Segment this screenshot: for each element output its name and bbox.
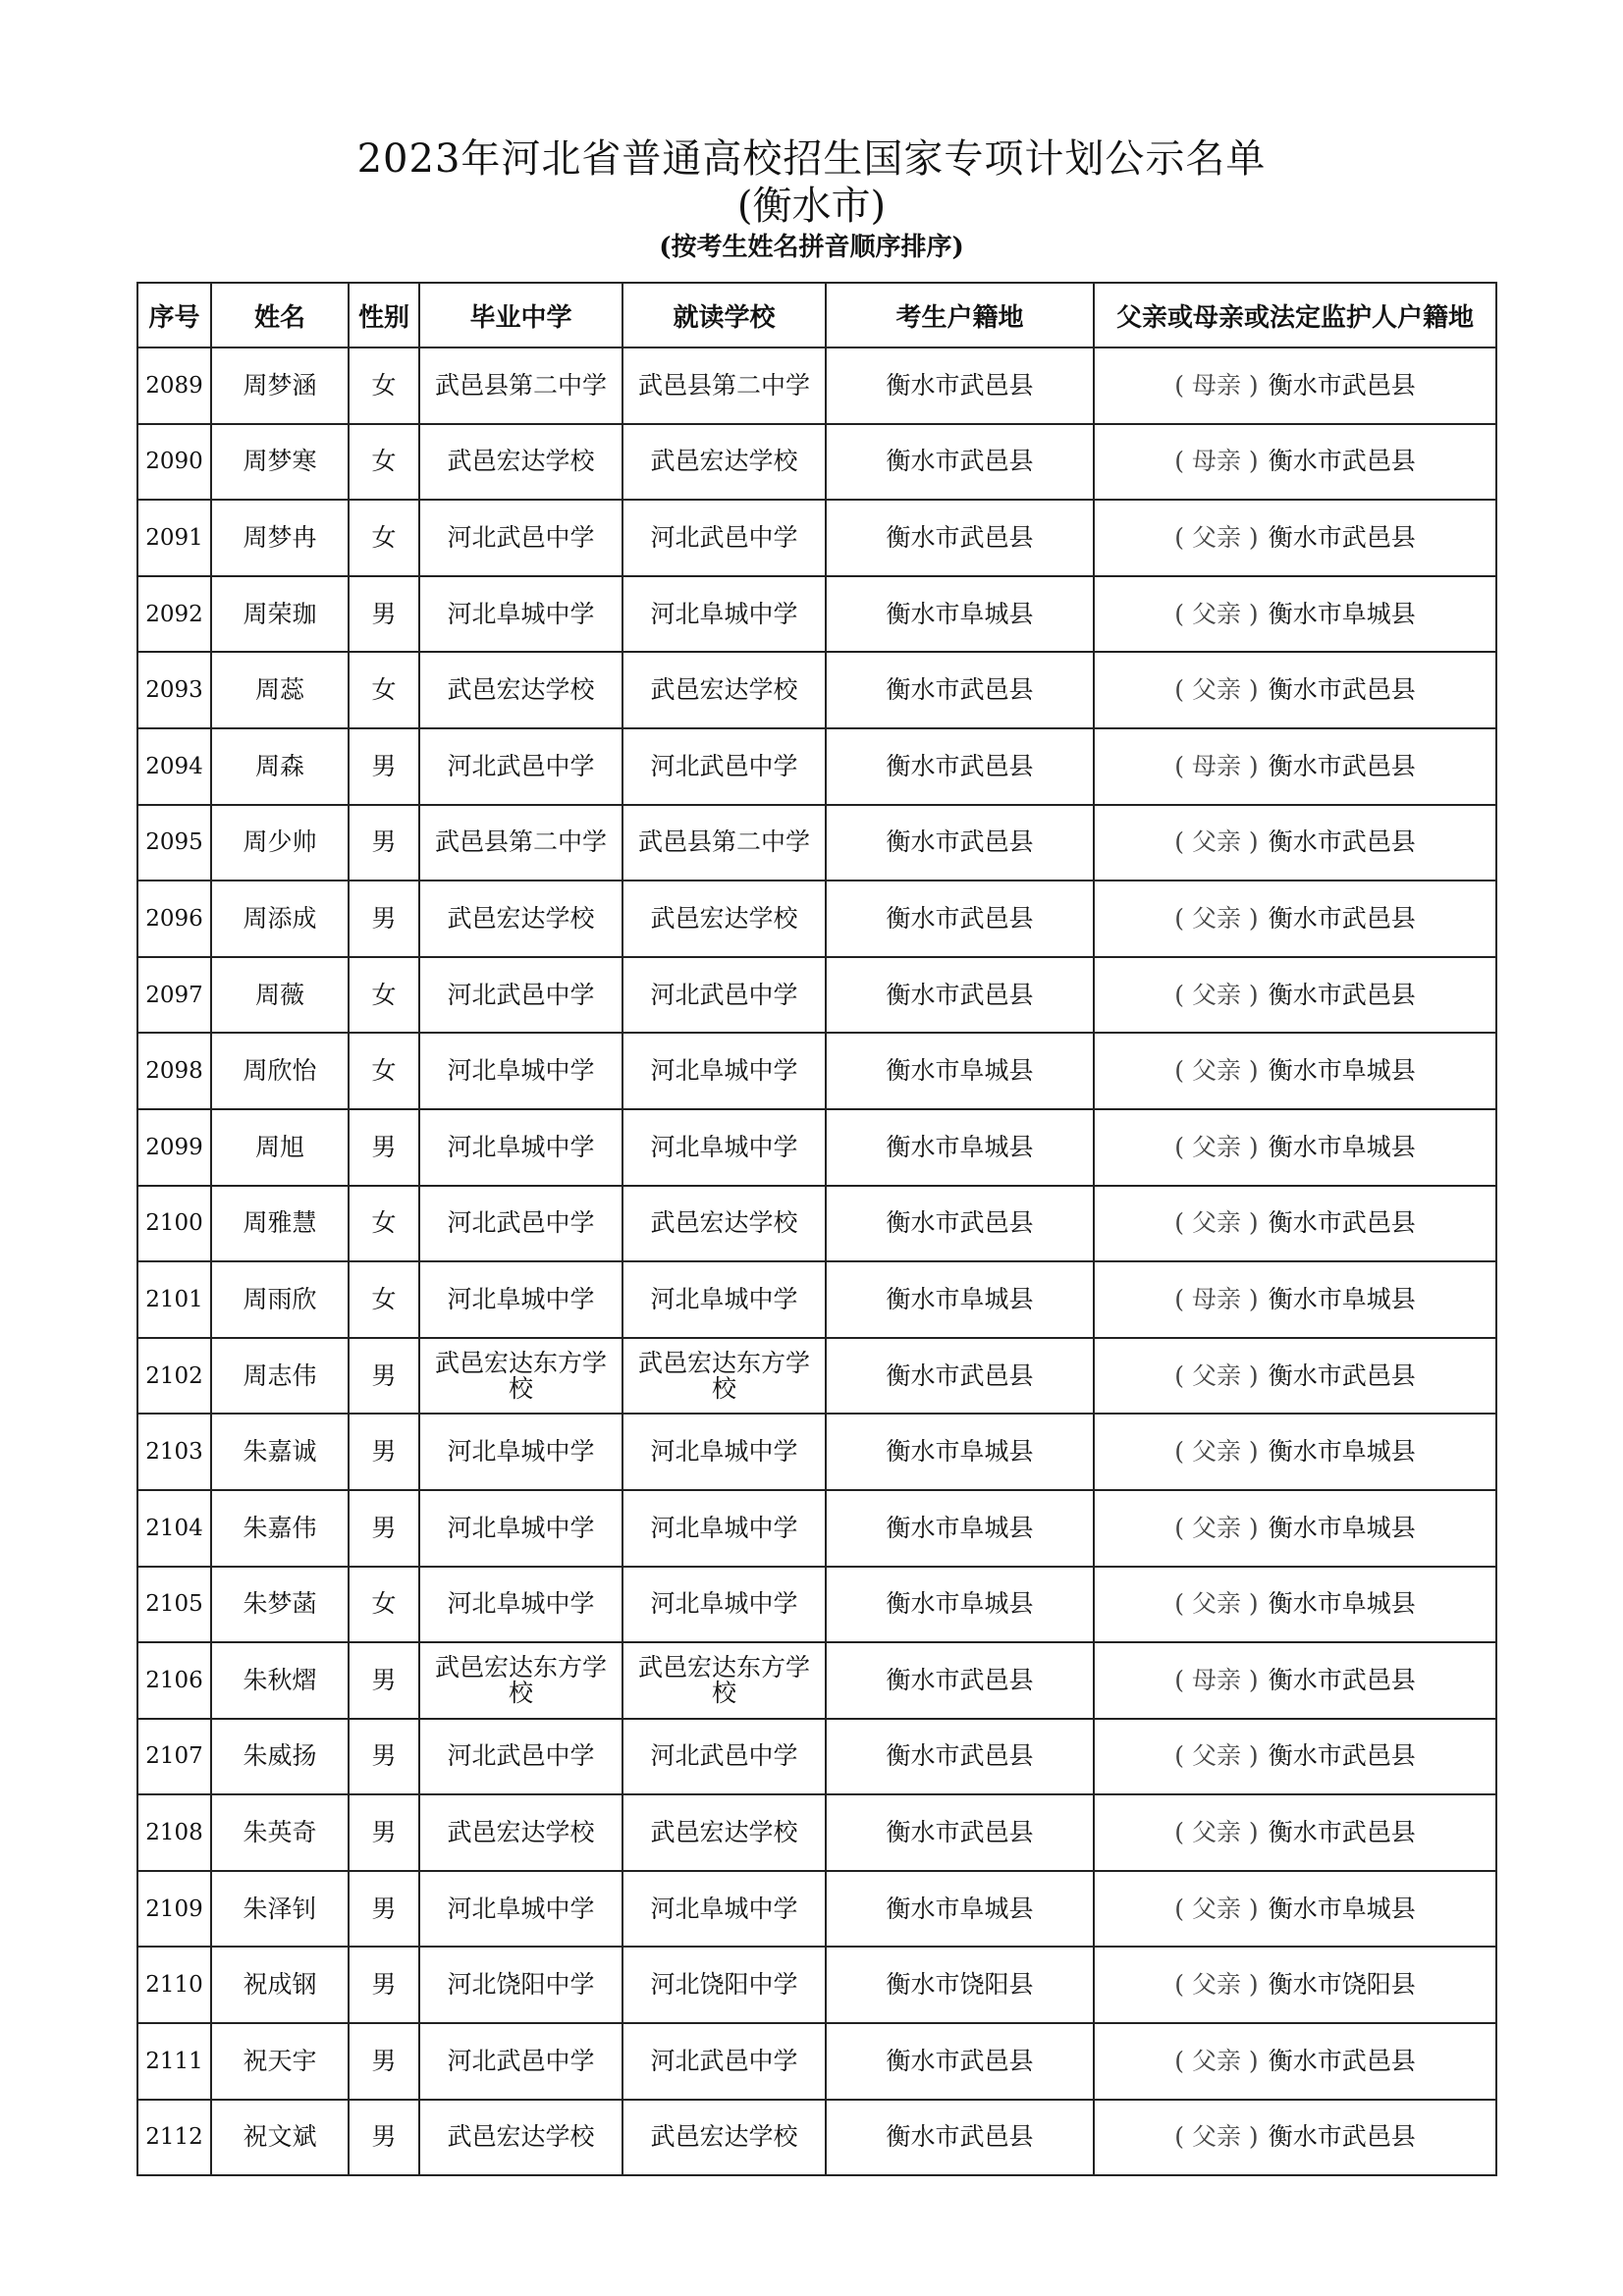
cell-grad-school: 河北武邑中学 (419, 2023, 622, 2100)
cell-name: 周薇 (211, 957, 349, 1034)
cell-gender: 男 (349, 1719, 419, 1795)
cell-grad-school: 河北武邑中学 (419, 500, 622, 576)
cell-grad-school: 河北阜城中学 (419, 1033, 622, 1109)
roster-body (137, 347, 1496, 2175)
cell-hukou: 衡水市阜城县 (826, 1109, 1094, 1186)
cell-grad-school: 武邑宏达东方学校 (419, 1338, 622, 1415)
cell-no: 2097 (137, 957, 211, 1034)
guardian-relation: ( 父亲 ) (1174, 2122, 1259, 2152)
guardian-relation: ( 父亲 ) (1174, 903, 1259, 933)
guardian-place: 衡水市武邑县 (1268, 2122, 1416, 2152)
header-name: 姓名 (211, 283, 349, 347)
guardian-place: 衡水市武邑县 (1268, 370, 1416, 400)
guardian-relation: ( 父亲 ) (1174, 1589, 1259, 1619)
guardian-place: 衡水市武邑县 (1268, 751, 1416, 780)
cell-current-school: 武邑宏达东方学校 (622, 1642, 826, 1719)
cell-hukou: 衡水市武邑县 (826, 728, 1094, 805)
guardian-place: 衡水市阜城县 (1268, 1589, 1416, 1619)
cell-current-school: 河北武邑中学 (622, 1719, 826, 1795)
cell-guardian-hukou (1094, 1794, 1496, 1871)
guardian-place: 衡水市武邑县 (1268, 1818, 1416, 1847)
guardian-relation: ( 父亲 ) (1174, 1361, 1259, 1390)
cell-grad-school: 武邑宏达学校 (419, 424, 622, 501)
cell-current-school: 武邑宏达学校 (622, 424, 826, 501)
cell-no: 2107 (137, 1719, 211, 1795)
cell-no: 2095 (137, 805, 211, 881)
document-title: 2023年河北省普通高校招生国家专项计划公示名单 (356, 136, 1267, 182)
roster-table (136, 282, 1497, 2176)
cell-grad-school: 武邑宏达学校 (419, 881, 622, 957)
cell-grad-school: 武邑宏达学校 (419, 2100, 622, 2176)
cell-grad-school: 河北武邑中学 (419, 1719, 622, 1795)
cell-name: 周添成 (211, 881, 349, 957)
cell-gender: 男 (349, 1414, 419, 1490)
cell-name: 周梦冉 (211, 500, 349, 576)
cell-guardian-hukou (1094, 805, 1496, 881)
cell-guardian-hukou (1094, 576, 1496, 653)
cell-no: 2110 (137, 1947, 211, 2023)
cell-gender: 女 (349, 1567, 419, 1643)
cell-gender: 男 (349, 1794, 419, 1871)
cell-grad-school: 武邑县第二中学 (419, 347, 622, 424)
cell-no: 2094 (137, 728, 211, 805)
cell-name: 周志伟 (211, 1338, 349, 1415)
cell-gender: 男 (349, 1490, 419, 1567)
cell-guardian-hukou (1094, 1567, 1496, 1643)
guardian-relation: ( 母亲 ) (1174, 447, 1259, 476)
cell-no: 2106 (137, 1642, 211, 1719)
guardian-relation: ( 父亲 ) (1174, 675, 1259, 705)
header-grad-school: 毕业中学 (419, 283, 622, 347)
cell-gender: 男 (349, 728, 419, 805)
table-row (137, 2023, 1496, 2100)
cell-hukou: 衡水市阜城县 (826, 576, 1094, 653)
table-row (137, 957, 1496, 1034)
cell-guardian-hukou (1094, 500, 1496, 576)
guardian-relation: ( 父亲 ) (1174, 980, 1259, 1009)
table-row (137, 1414, 1496, 1490)
cell-name: 祝天宇 (211, 2023, 349, 2100)
cell-name: 朱嘉伟 (211, 1490, 349, 1567)
cell-name: 周荣珈 (211, 576, 349, 653)
guardian-relation: ( 父亲 ) (1174, 1970, 1259, 2000)
cell-current-school: 河北阜城中学 (622, 1490, 826, 1567)
cell-gender: 女 (349, 1033, 419, 1109)
cell-hukou: 衡水市武邑县 (826, 1794, 1094, 1871)
cell-current-school: 河北阜城中学 (622, 1033, 826, 1109)
cell-gender: 男 (349, 576, 419, 653)
cell-gender: 女 (349, 957, 419, 1034)
cell-hukou: 衡水市阜城县 (826, 1490, 1094, 1567)
cell-current-school: 武邑宏达学校 (622, 2100, 826, 2176)
guardian-place: 衡水市阜城县 (1268, 1437, 1416, 1467)
table-row (137, 1567, 1496, 1643)
guardian-relation: ( 父亲 ) (1174, 1513, 1259, 1542)
cell-gender: 男 (349, 2100, 419, 2176)
cell-grad-school: 河北阜城中学 (419, 1109, 622, 1186)
guardian-place: 衡水市武邑县 (1268, 1208, 1416, 1238)
cell-current-school: 河北饶阳中学 (622, 1947, 826, 2023)
guardian-place: 衡水市武邑县 (1268, 447, 1416, 476)
cell-guardian-hukou (1094, 424, 1496, 501)
cell-guardian-hukou (1094, 2023, 1496, 2100)
cell-hukou: 衡水市武邑县 (826, 652, 1094, 728)
table-row (137, 1490, 1496, 1567)
cell-hukou: 衡水市武邑县 (826, 957, 1094, 1034)
cell-hukou: 衡水市武邑县 (826, 1186, 1094, 1262)
cell-gender: 女 (349, 652, 419, 728)
cell-guardian-hukou (1094, 881, 1496, 957)
header-gender: 性别 (349, 283, 419, 347)
cell-gender: 男 (349, 1338, 419, 1415)
guardian-relation: ( 父亲 ) (1174, 1056, 1259, 1086)
guardian-relation: ( 父亲 ) (1174, 1132, 1259, 1161)
table-row (137, 500, 1496, 576)
cell-hukou: 衡水市武邑县 (826, 2100, 1094, 2176)
guardian-place: 衡水市阜城县 (1268, 1513, 1416, 1542)
cell-guardian-hukou (1094, 652, 1496, 728)
cell-current-school: 武邑县第二中学 (622, 805, 826, 881)
cell-grad-school: 河北武邑中学 (419, 728, 622, 805)
cell-no: 2104 (137, 1490, 211, 1567)
guardian-place: 衡水市饶阳县 (1268, 1970, 1416, 2000)
cell-hukou: 衡水市武邑县 (826, 1338, 1094, 1415)
cell-current-school: 河北武邑中学 (622, 2023, 826, 2100)
cell-name: 周欣怡 (211, 1033, 349, 1109)
cell-grad-school: 河北阜城中学 (419, 1567, 622, 1643)
cell-current-school: 武邑宏达学校 (622, 1186, 826, 1262)
cell-name: 周少帅 (211, 805, 349, 881)
cell-guardian-hukou (1094, 347, 1496, 424)
guardian-place: 衡水市武邑县 (1268, 980, 1416, 1009)
guardian-relation: ( 母亲 ) (1174, 1665, 1259, 1694)
cell-no: 2102 (137, 1338, 211, 1415)
header-row (137, 283, 1496, 347)
guardian-place: 衡水市阜城县 (1268, 1132, 1416, 1161)
table-row (137, 1871, 1496, 1948)
cell-gender: 男 (349, 1642, 419, 1719)
cell-guardian-hukou (1094, 1109, 1496, 1186)
cell-no: 2096 (137, 881, 211, 957)
guardian-relation: ( 父亲 ) (1174, 828, 1259, 857)
guardian-relation: ( 父亲 ) (1174, 1894, 1259, 1923)
cell-no: 2091 (137, 500, 211, 576)
cell-current-school: 河北武邑中学 (622, 728, 826, 805)
table-row (137, 1794, 1496, 1871)
cell-name: 祝成钢 (211, 1947, 349, 2023)
cell-no: 2103 (137, 1414, 211, 1490)
guardian-place: 衡水市武邑县 (1268, 1741, 1416, 1771)
cell-guardian-hukou (1094, 728, 1496, 805)
cell-current-school: 河北阜城中学 (622, 576, 826, 653)
table-row (137, 1947, 1496, 2023)
guardian-place: 衡水市武邑县 (1268, 828, 1416, 857)
cell-grad-school: 河北阜城中学 (419, 1871, 622, 1948)
table-row (137, 576, 1496, 653)
cell-grad-school: 武邑县第二中学 (419, 805, 622, 881)
cell-hukou: 衡水市武邑县 (826, 500, 1094, 576)
table-row (137, 347, 1496, 424)
cell-no: 2099 (137, 1109, 211, 1186)
cell-grad-school: 武邑宏达学校 (419, 1794, 622, 1871)
table-row (137, 1109, 1496, 1186)
cell-gender: 男 (349, 805, 419, 881)
guardian-place: 衡水市阜城县 (1268, 1284, 1416, 1313)
cell-grad-school: 河北阜城中学 (419, 1414, 622, 1490)
cell-grad-school: 河北阜城中学 (419, 576, 622, 653)
table-row (137, 2100, 1496, 2176)
guardian-place: 衡水市武邑县 (1268, 2046, 1416, 2075)
cell-current-school: 武邑县第二中学 (622, 347, 826, 424)
cell-hukou: 衡水市阜城县 (826, 1414, 1094, 1490)
cell-no: 2108 (137, 1794, 211, 1871)
cell-grad-school: 武邑宏达东方学校 (419, 1642, 622, 1719)
cell-current-school: 武邑宏达东方学校 (622, 1338, 826, 1415)
cell-no: 2112 (137, 2100, 211, 2176)
cell-guardian-hukou (1094, 1490, 1496, 1567)
cell-no: 2111 (137, 2023, 211, 2100)
cell-grad-school: 河北武邑中学 (419, 957, 622, 1034)
header-current-school: 就读学校 (622, 283, 826, 347)
cell-grad-school: 武邑宏达学校 (419, 652, 622, 728)
guardian-place: 衡水市阜城县 (1268, 1056, 1416, 1086)
table-row (137, 805, 1496, 881)
guardian-relation: ( 母亲 ) (1174, 1284, 1259, 1313)
table-row (137, 1642, 1496, 1719)
guardian-relation: ( 父亲 ) (1174, 522, 1259, 552)
cell-name: 周雅慧 (211, 1186, 349, 1262)
cell-hukou: 衡水市阜城县 (826, 1567, 1094, 1643)
cell-name: 周雨欣 (211, 1261, 349, 1338)
cell-current-school: 河北武邑中学 (622, 957, 826, 1034)
cell-current-school: 河北阜城中学 (622, 1261, 826, 1338)
cell-gender: 男 (349, 1947, 419, 2023)
table-row (137, 881, 1496, 957)
cell-name: 朱泽钊 (211, 1871, 349, 1948)
cell-guardian-hukou (1094, 1338, 1496, 1415)
table-row (137, 1261, 1496, 1338)
guardian-relation: ( 父亲 ) (1174, 1741, 1259, 1771)
cell-hukou: 衡水市饶阳县 (826, 1947, 1094, 2023)
cell-guardian-hukou (1094, 1033, 1496, 1109)
guardian-place: 衡水市武邑县 (1268, 903, 1416, 933)
cell-hukou: 衡水市武邑县 (826, 805, 1094, 881)
cell-guardian-hukou (1094, 957, 1496, 1034)
cell-hukou: 衡水市阜城县 (826, 1033, 1094, 1109)
cell-gender: 男 (349, 2023, 419, 2100)
guardian-place: 衡水市武邑县 (1268, 1665, 1416, 1694)
guardian-place: 衡水市阜城县 (1268, 1894, 1416, 1923)
cell-no: 2105 (137, 1567, 211, 1643)
cell-no: 2101 (137, 1261, 211, 1338)
cell-current-school: 河北阜城中学 (622, 1567, 826, 1643)
cell-guardian-hukou (1094, 1261, 1496, 1338)
cell-hukou: 衡水市武邑县 (826, 347, 1094, 424)
table-row (137, 652, 1496, 728)
guardian-relation: ( 父亲 ) (1174, 1208, 1259, 1238)
cell-current-school: 河北阜城中学 (622, 1109, 826, 1186)
table-row (137, 1186, 1496, 1262)
header-guardian-hukou: 父亲或母亲或法定监护人户籍地 (1094, 283, 1496, 347)
cell-grad-school: 河北武邑中学 (419, 1186, 622, 1262)
cell-gender: 女 (349, 424, 419, 501)
cell-current-school: 河北阜城中学 (622, 1871, 826, 1948)
cell-name: 朱秋熠 (211, 1642, 349, 1719)
cell-no: 2098 (137, 1033, 211, 1109)
cell-gender: 男 (349, 881, 419, 957)
guardian-relation: ( 父亲 ) (1174, 1818, 1259, 1847)
cell-grad-school: 河北饶阳中学 (419, 1947, 622, 2023)
cell-guardian-hukou (1094, 1186, 1496, 1262)
cell-no: 2090 (137, 424, 211, 501)
cell-current-school: 河北武邑中学 (622, 500, 826, 576)
cell-no: 2109 (137, 1871, 211, 1948)
sort-note: (按考生姓名拼音顺序排序) (659, 233, 964, 262)
guardian-place: 衡水市武邑县 (1268, 675, 1416, 705)
cell-gender: 男 (349, 1871, 419, 1948)
guardian-relation: ( 母亲 ) (1174, 370, 1259, 400)
cell-no: 2089 (137, 347, 211, 424)
cell-hukou: 衡水市武邑县 (826, 424, 1094, 501)
cell-gender: 男 (349, 1109, 419, 1186)
cell-guardian-hukou (1094, 1871, 1496, 1948)
cell-grad-school: 河北阜城中学 (419, 1490, 622, 1567)
cell-guardian-hukou (1094, 1719, 1496, 1795)
cell-name: 朱嘉诚 (211, 1414, 349, 1490)
cell-name: 周梦涵 (211, 347, 349, 424)
cell-hukou: 衡水市武邑县 (826, 1719, 1094, 1795)
header-no: 序号 (137, 283, 211, 347)
header-hukou: 考生户籍地 (826, 283, 1094, 347)
cell-name: 周森 (211, 728, 349, 805)
guardian-relation: ( 父亲 ) (1174, 1437, 1259, 1467)
cell-hukou: 衡水市武邑县 (826, 2023, 1094, 2100)
cell-name: 祝文斌 (211, 2100, 349, 2176)
cell-guardian-hukou (1094, 1947, 1496, 2023)
cell-hukou: 衡水市武邑县 (826, 881, 1094, 957)
cell-hukou: 衡水市阜城县 (826, 1871, 1094, 1948)
cell-no: 2093 (137, 652, 211, 728)
cell-current-school: 武邑宏达学校 (622, 881, 826, 957)
guardian-place: 衡水市阜城县 (1268, 599, 1416, 628)
cell-guardian-hukou (1094, 1642, 1496, 1719)
cell-gender: 女 (349, 500, 419, 576)
guardian-relation: ( 父亲 ) (1174, 599, 1259, 628)
cell-name: 朱英奇 (211, 1794, 349, 1871)
table-row (137, 1719, 1496, 1795)
cell-grad-school: 河北阜城中学 (419, 1261, 622, 1338)
cell-gender: 女 (349, 1186, 419, 1262)
document-subtitle: (衡水市) (736, 184, 887, 229)
guardian-relation: ( 父亲 ) (1174, 2046, 1259, 2075)
guardian-place: 衡水市武邑县 (1268, 1361, 1416, 1390)
cell-current-school: 武邑宏达学校 (622, 1794, 826, 1871)
cell-hukou: 衡水市阜城县 (826, 1261, 1094, 1338)
cell-name: 朱威扬 (211, 1719, 349, 1795)
cell-no: 2092 (137, 576, 211, 653)
cell-name: 朱梦菡 (211, 1567, 349, 1643)
cell-current-school: 河北阜城中学 (622, 1414, 826, 1490)
cell-current-school: 武邑宏达学校 (622, 652, 826, 728)
cell-name: 周蕊 (211, 652, 349, 728)
cell-name: 周梦寒 (211, 424, 349, 501)
cell-gender: 女 (349, 1261, 419, 1338)
cell-guardian-hukou (1094, 2100, 1496, 2176)
cell-name: 周旭 (211, 1109, 349, 1186)
table-row (137, 1338, 1496, 1415)
table-row (137, 728, 1496, 805)
guardian-place: 衡水市武邑县 (1268, 522, 1416, 552)
table-row (137, 424, 1496, 501)
guardian-relation: ( 母亲 ) (1174, 751, 1259, 780)
cell-hukou: 衡水市武邑县 (826, 1642, 1094, 1719)
cell-gender: 女 (349, 347, 419, 424)
table-row (137, 1033, 1496, 1109)
cell-guardian-hukou (1094, 1414, 1496, 1490)
cell-no: 2100 (137, 1186, 211, 1262)
